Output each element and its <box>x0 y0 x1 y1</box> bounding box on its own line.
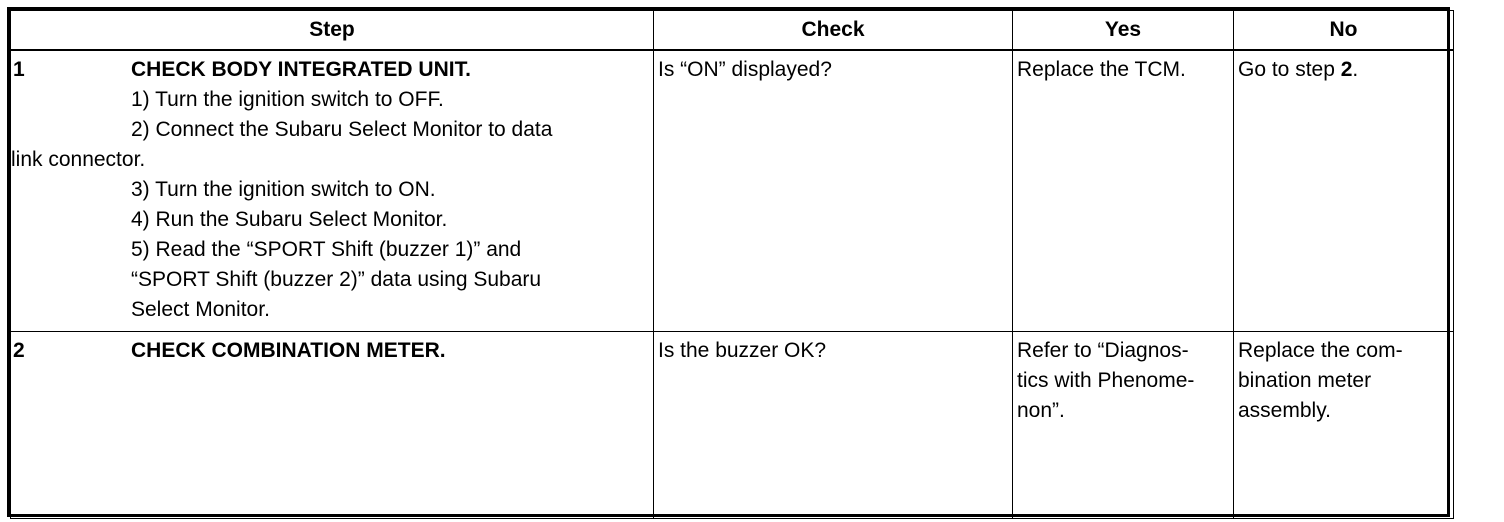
step-cell <box>11 50 654 332</box>
no-cell: Replace the com- bination meter assembly. <box>1234 332 1454 519</box>
diagnostic-table-frame <box>7 7 1450 517</box>
yes-cell: Refer to “Diagnos- tics with Phenome- non”. <box>1013 332 1234 519</box>
instruction: 3) Turn the ignition switch to ON. <box>131 178 436 201</box>
header-check: Check <box>654 11 1013 51</box>
table-row <box>11 50 1454 332</box>
step-number: 2 <box>13 339 25 362</box>
step-number: 1 <box>13 58 25 81</box>
no-cell: Go to step 2. <box>1234 50 1454 332</box>
instruction: 4) Run the Subaru Select Monitor. <box>131 208 448 231</box>
yes-cell: Replace the TCM. <box>1013 50 1234 332</box>
header-step: Step <box>11 11 654 51</box>
check-cell: Is “ON” displayed? <box>654 50 1013 332</box>
step-cell <box>11 332 654 519</box>
step-title: CHECK COMBINATION METER. <box>131 339 446 362</box>
table-row <box>11 332 1454 519</box>
header-yes: Yes <box>1013 11 1234 51</box>
diagnostic-table <box>10 10 1454 519</box>
instruction: 5) Read the “SPORT Shift (buzzer 1)” and “SPORT Shift (buzzer 2)” data using Subaru Select Monitor. <box>131 238 542 321</box>
instruction: 1) Turn the ignition switch to OFF. <box>131 88 444 111</box>
header-no: No <box>1234 11 1454 51</box>
table-header-row <box>11 11 1454 51</box>
step-reference: 2 <box>1340 58 1353 81</box>
check-cell: Is the buzzer OK? <box>654 332 1013 519</box>
step-title: CHECK BODY INTEGRATED UNIT. <box>131 58 471 81</box>
instruction: 2) Connect the Subaru Select Monitor to data link connector. <box>11 118 553 171</box>
